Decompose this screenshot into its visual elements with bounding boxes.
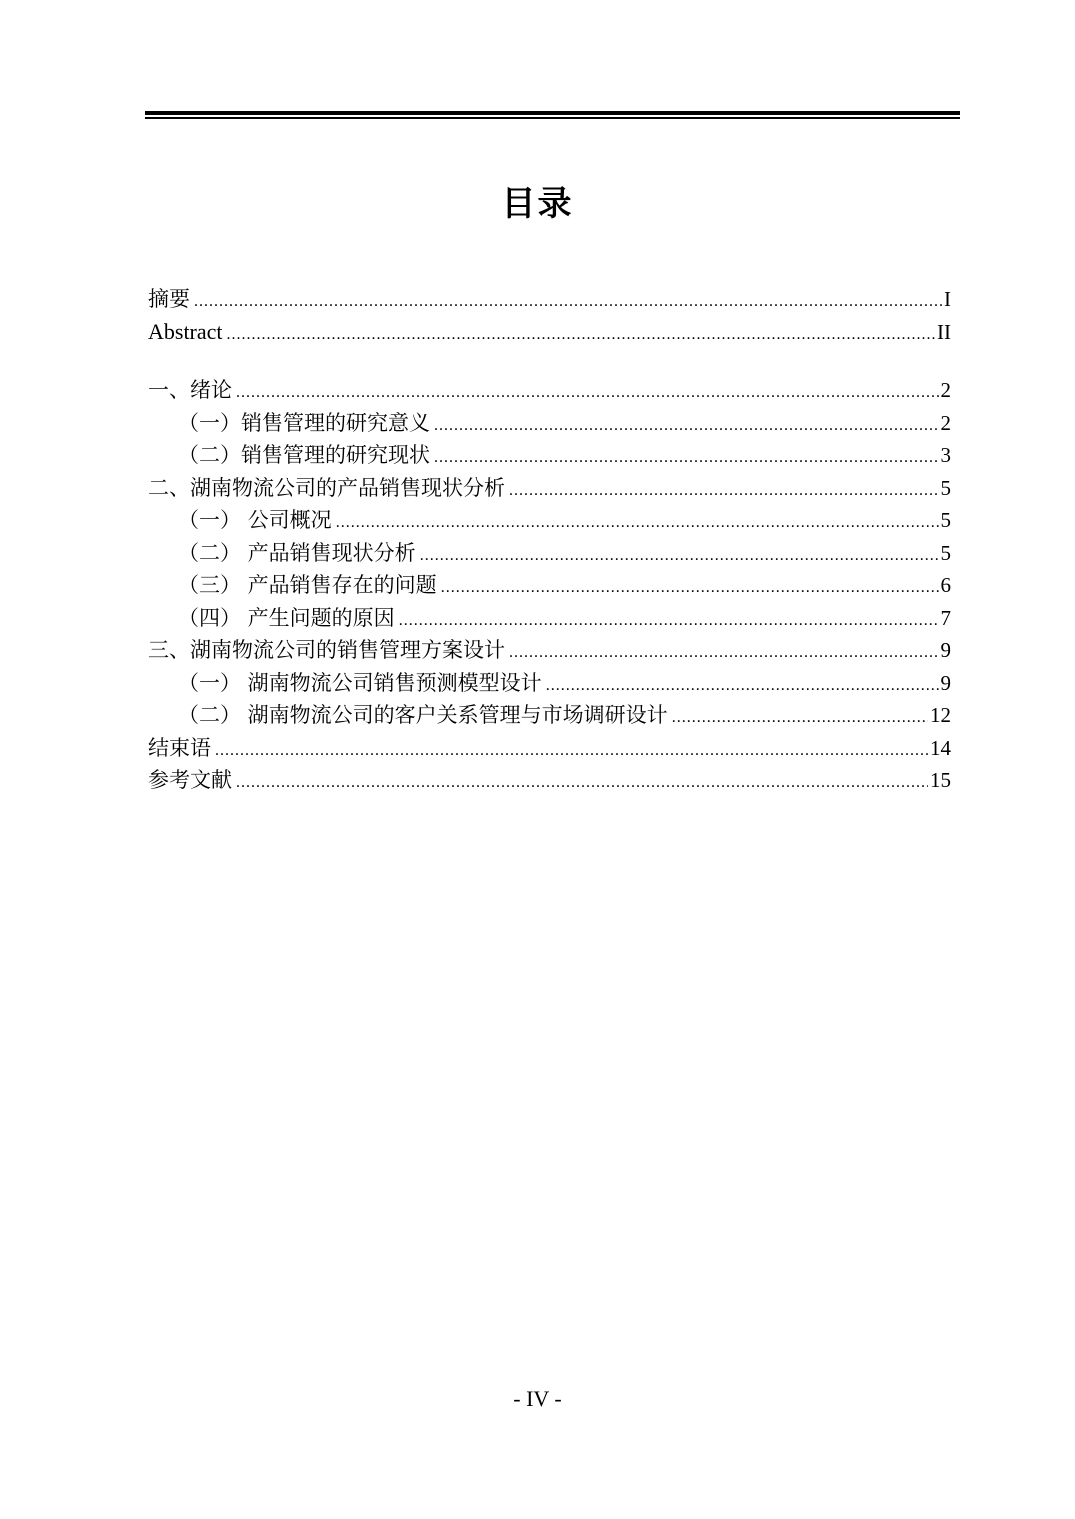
dot-leader (236, 767, 928, 800)
toc-entry-label: （二） 湖南物流公司的客户关系管理与市场调研设计 (178, 703, 668, 727)
toc-entry-section-2-3[interactable] (148, 569, 951, 602)
toc-entry-label: （四） 产生问题的原因 (178, 605, 395, 630)
toc-entry-references[interactable] (148, 764, 951, 797)
toc-entry-page: 9 (940, 670, 951, 695)
dot-leader (399, 605, 939, 638)
toc-entry-label: 参考文献 (148, 768, 232, 792)
toc-entry-label: 二、湖南物流公司的产品销售现状分析 (148, 475, 505, 500)
toc-entry-chapter-2[interactable] (148, 472, 951, 505)
toc-entry-section-3-2[interactable] (148, 699, 951, 732)
toc-entry-label: 三、湖南物流公司的销售管理方案设计 (148, 638, 505, 662)
toc-entry-page: 12 (930, 703, 951, 727)
dot-leader (215, 735, 928, 768)
toc-entry-conclusion[interactable] (148, 732, 951, 765)
toc-entry-page: 5 (940, 508, 951, 532)
dot-leader (434, 442, 939, 475)
toc-entry-page: 14 (930, 735, 951, 760)
toc-entry-page: 2 (940, 378, 951, 402)
dot-leader (227, 319, 935, 352)
dot-leader (546, 670, 939, 703)
page-number-footer: - IV - (513, 1386, 562, 1411)
toc-entry-label: （二）销售管理的研究现状 (178, 443, 430, 467)
toc-entry-chapter-3[interactable] (148, 634, 951, 667)
toc-spacer (148, 348, 951, 374)
table-of-contents (148, 283, 951, 797)
toc-entry-chapter-1[interactable] (148, 374, 951, 407)
toc-entry-label: （一） 公司概况 (178, 508, 332, 532)
toc-entry-label: （三） 产品销售存在的问题 (178, 573, 437, 597)
dot-leader (434, 410, 939, 443)
toc-entry-label: （二） 产品销售现状分析 (178, 540, 416, 565)
toc-entry-page: I (944, 287, 951, 311)
toc-entry-abstract-cn[interactable] (148, 283, 951, 316)
dot-leader (236, 377, 939, 410)
toc-entry-label: Abstract (148, 318, 223, 344)
toc-entry-page: 9 (940, 638, 951, 662)
header-rule-thick (145, 111, 960, 115)
toc-entry-page: II (937, 319, 951, 344)
dot-leader (420, 540, 939, 573)
toc-entry-label: （一） 湖南物流公司销售预测模型设计 (178, 670, 542, 695)
toc-entry-page: 7 (940, 605, 951, 630)
toc-entry-section-2-4[interactable] (148, 602, 951, 635)
toc-entry-page: 3 (940, 443, 951, 467)
toc-entry-page: 15 (930, 768, 951, 792)
toc-entry-label: （一）销售管理的研究意义 (178, 410, 430, 435)
toc-entry-section-1-1[interactable] (148, 407, 951, 440)
toc-entry-section-2-1[interactable] (148, 504, 951, 537)
toc-entry-label: 摘要 (148, 287, 190, 311)
dot-leader (672, 702, 928, 735)
dot-leader (194, 286, 942, 319)
toc-entry-label: 结束语 (148, 735, 211, 760)
toc-entry-section-3-1[interactable] (148, 667, 951, 700)
toc-entry-page: 6 (940, 573, 951, 597)
toc-entry-page: 5 (940, 475, 951, 500)
toc-entry-page: 5 (940, 540, 951, 565)
toc-entry-label: 一、绪论 (148, 378, 232, 402)
toc-entry-page: 2 (940, 410, 951, 435)
toc-entry-section-1-2[interactable] (148, 439, 951, 472)
dot-leader (441, 572, 939, 605)
toc-entry-abstract-en[interactable] (148, 316, 951, 349)
dot-leader (509, 475, 939, 508)
header-rule-thin (145, 117, 960, 119)
toc-entry-section-2-2[interactable] (148, 537, 951, 570)
dot-leader (336, 507, 939, 540)
dot-leader (509, 637, 939, 670)
page-title: 目录 (501, 184, 574, 224)
